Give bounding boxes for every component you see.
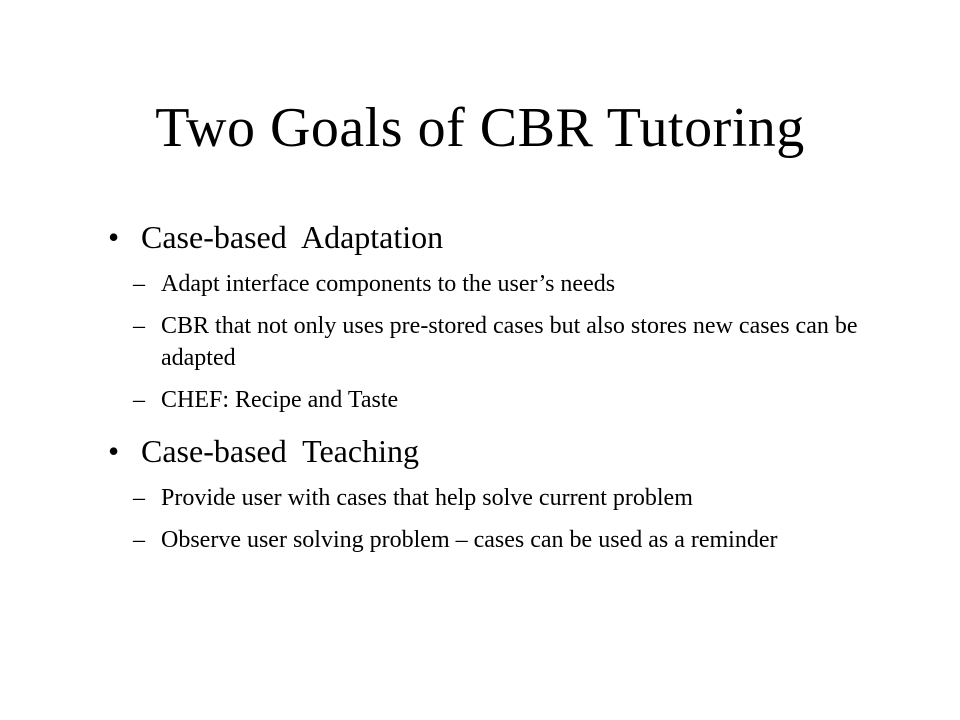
slide-content <box>108 212 878 566</box>
sub-item <box>133 268 878 300</box>
dash-marker: – <box>133 387 145 413</box>
dash-marker: – <box>133 271 145 297</box>
bullet-text: Case-based Teaching <box>141 433 419 469</box>
dash-marker: – <box>133 485 145 511</box>
bullet-marker: • <box>108 219 120 255</box>
sub-item <box>133 384 878 416</box>
sub-item-text: Provide user with cases that help solve current problem <box>161 485 693 511</box>
sub-list-adaptation <box>133 268 878 416</box>
sub-item-text: Observe user solving problem – cases can be used as a reminder <box>161 527 778 553</box>
bullet-item-adaptation <box>108 212 878 262</box>
sub-item-text: CBR that not only uses pre-stored cases but also stores new cases can be adapted <box>161 313 858 371</box>
slide-title: Two Goals of CBR Tutoring <box>155 97 805 159</box>
sub-item <box>133 524 878 556</box>
sub-item <box>133 310 878 374</box>
sub-item-text: Adapt interface components to the user’s needs <box>161 271 616 297</box>
sub-list-teaching <box>133 482 878 556</box>
bullet-marker: • <box>108 433 120 469</box>
sub-item-text: CHEF: Recipe and Taste <box>161 387 399 413</box>
dash-marker: – <box>133 527 145 553</box>
bullet-item-teaching <box>108 426 878 476</box>
dash-marker: – <box>133 313 145 339</box>
bullet-text: Case-based Adaptation <box>141 219 444 255</box>
sub-item <box>133 482 878 514</box>
